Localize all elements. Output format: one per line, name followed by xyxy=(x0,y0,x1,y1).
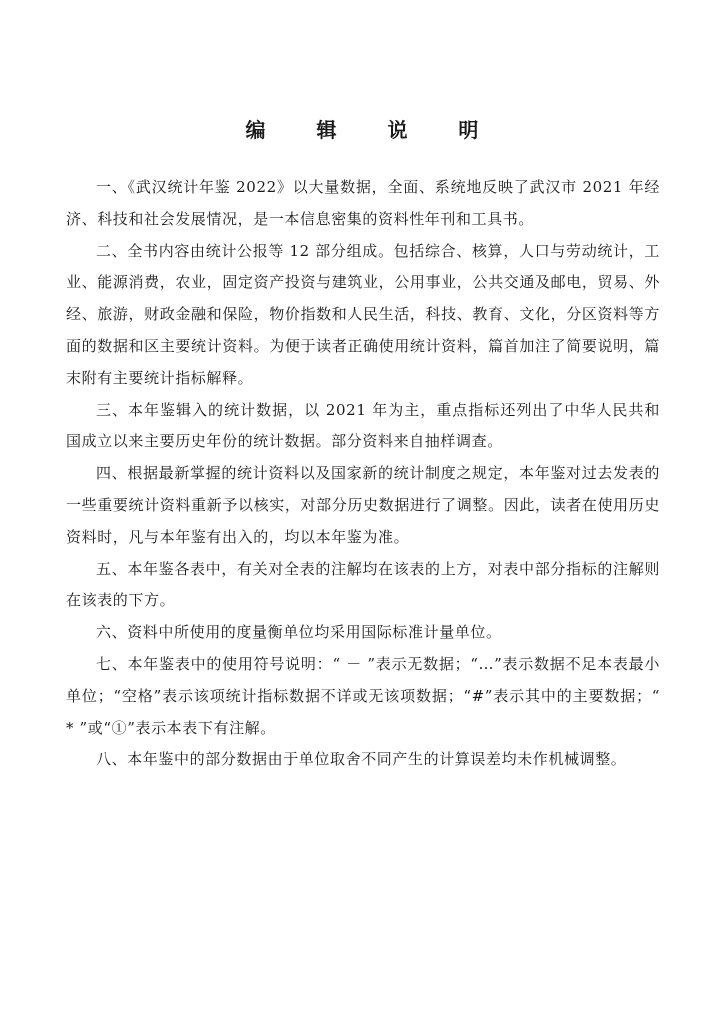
paragraph-2: 二、全书内容由统计公报等 12 部分组成。包括综合、核算，人口与劳动统计，工业、能源消费，农业，固定资产投资与建筑业，公用事业，公共交通及邮电，贸易、外经、旅游，财政金融和保险，物价指数和人民生活，科技、教育、文化，分区资料等方面的数据和区主要统计资料。为便于读者正确使用统计资料，篇首加注了简要说明，篇末附有主要统计指标解释。 xyxy=(66,241,660,387)
paragraph-4: 四、根据最新掌握的统计资料以及国家新的统计制度之规定，本年鉴对过去发表的一些重要统计资料重新予以核实，对部分历史数据进行了调整。因此，读者在使用历史资料时，凡与本年鉴有出入的，均以本年鉴为准。 xyxy=(66,464,660,546)
page-title: 编 辑 说 明 xyxy=(245,118,501,142)
paragraph-7: 七、本年鉴表中的使用符号说明：“ － ”表示无数据；“…”表示数据不足本表最小单位；“空格”表示该项统计指标数据不详或无该项数据；“#”表示其中的主要数据；“ * ”或“①”表示本表下有注解。 xyxy=(66,654,660,737)
paragraph-1: 一、《武汉统计年鉴 2022》以大量数据，全面、系统地反映了武汉市 2021 年经济、科技和社会发展情况，是一本信息密集的资料性年刊和工具书。 xyxy=(66,178,660,228)
paragraph-6: 六、资料中所使用的度量衡单位均采用国际标准计量单位。 xyxy=(96,623,502,642)
paragraph-8: 八、本年鉴中的部分数据由于单位取舍不同产生的计算误差均未作机械调整。 xyxy=(96,750,627,769)
document-body xyxy=(66,172,660,776)
paragraph-5: 五、本年鉴各表中，有关对全表的注解均在该表的上方，对表中部分指标的注解则在该表的下方。 xyxy=(66,559,660,610)
paragraph-3: 三、本年鉴辑入的统计数据，以 2021 年为主，重点指标还列出了中华人民共和国成立以来主要历史年份的统计数据。部分资料来自抽样调查。 xyxy=(66,400,660,451)
